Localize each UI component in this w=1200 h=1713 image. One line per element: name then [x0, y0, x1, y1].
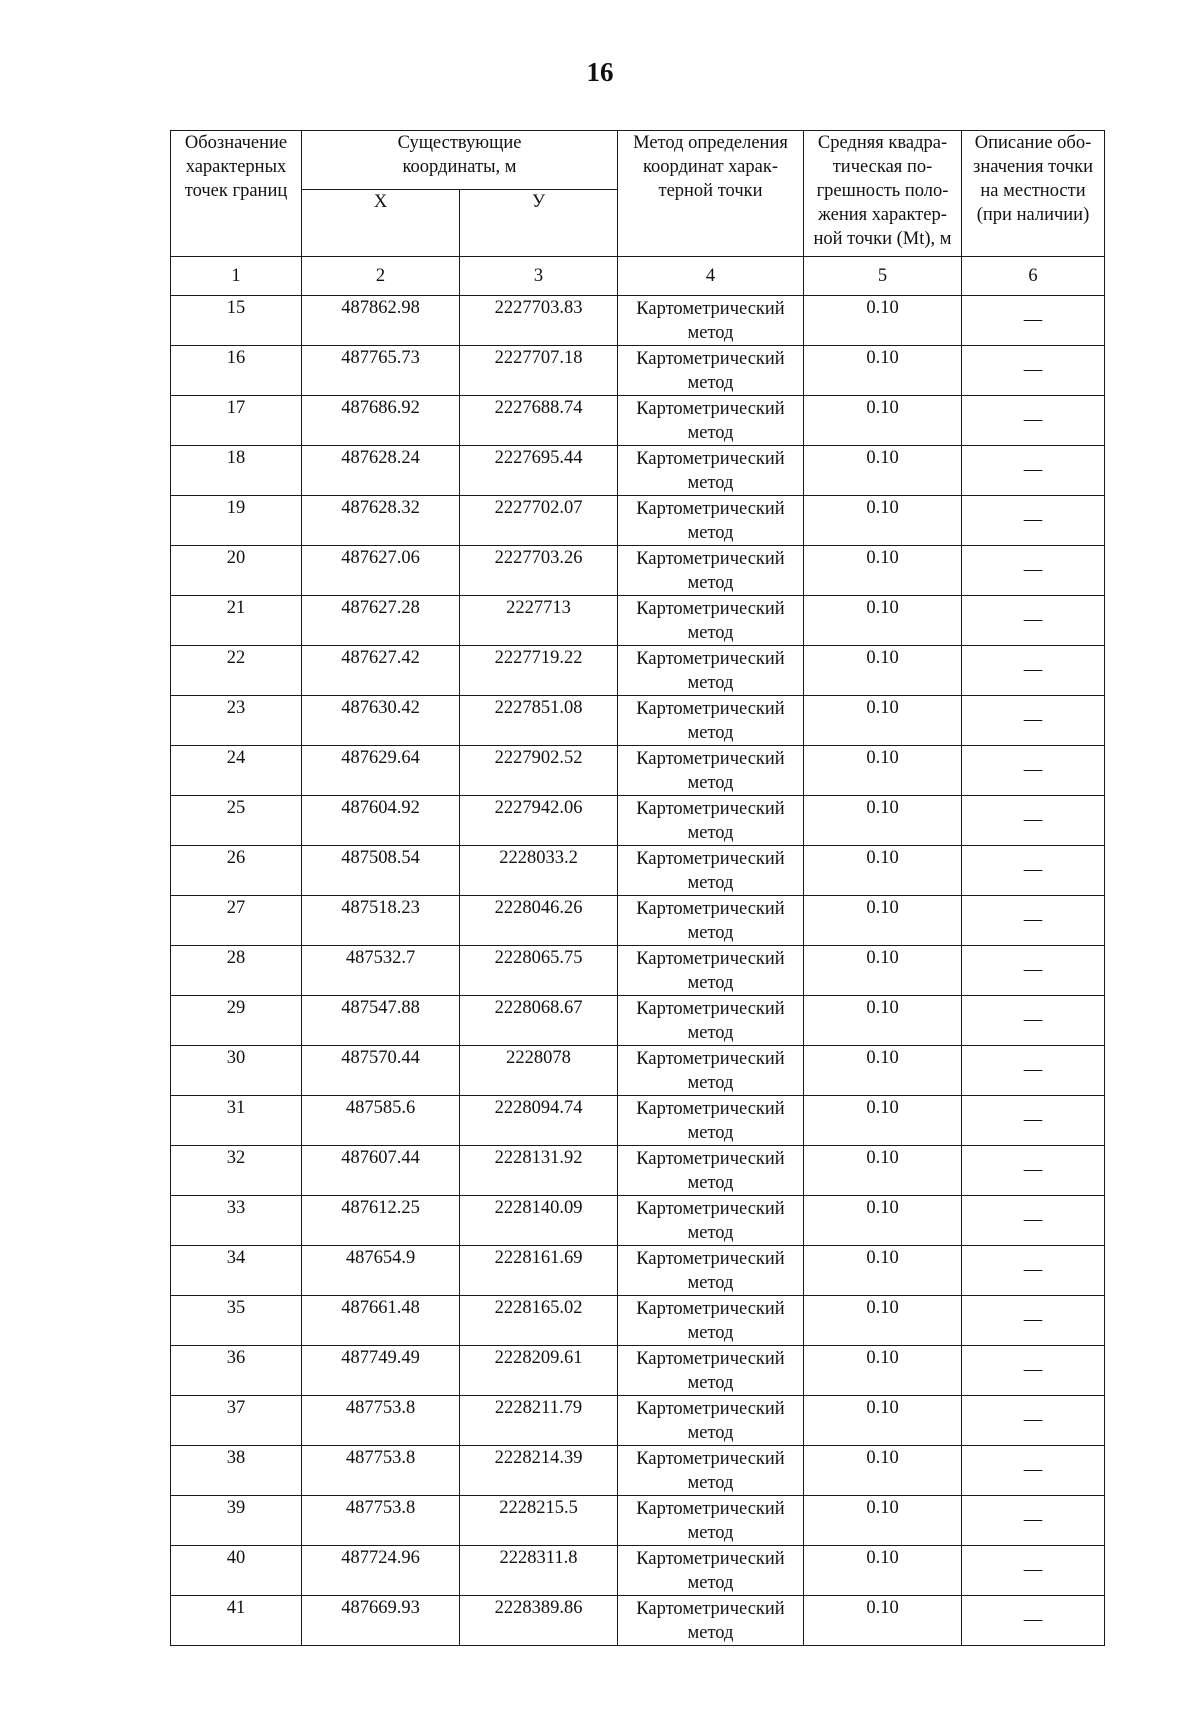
description-cell: —: [962, 1596, 1105, 1646]
x-cell: 487627.28: [302, 596, 460, 646]
x-cell: 487585.6: [302, 1096, 460, 1146]
error-cell: 0.10: [804, 396, 962, 446]
error-cell: 0.10: [804, 346, 962, 396]
description-cell: —: [962, 596, 1105, 646]
method-cell: Картометрический метод: [618, 996, 804, 1046]
header-method: Метод определения координат харак- терной точки: [618, 131, 804, 257]
error-cell: 0.10: [804, 896, 962, 946]
method-cell: Картометрический метод: [618, 1246, 804, 1296]
method-cell: Картометрический метод: [618, 696, 804, 746]
error-cell: 0.10: [804, 1246, 962, 1296]
y-cell: 2227942.06: [460, 796, 618, 846]
x-cell: 487628.24: [302, 446, 460, 496]
method-cell: Картометрический метод: [618, 396, 804, 446]
method-cell: Картометрический метод: [618, 946, 804, 996]
table-row: [171, 746, 1105, 796]
table-row: [171, 1346, 1105, 1396]
error-cell: 0.10: [804, 1596, 962, 1646]
y-cell: 2228068.67: [460, 996, 618, 1046]
description-cell: —: [962, 696, 1105, 746]
error-cell: 0.10: [804, 596, 962, 646]
point-cell: 27: [171, 896, 302, 946]
error-cell: 0.10: [804, 446, 962, 496]
y-cell: 2227703.26: [460, 546, 618, 596]
table-row: [171, 1446, 1105, 1496]
x-cell: 487628.32: [302, 496, 460, 546]
table-row: [171, 1496, 1105, 1546]
x-cell: 487654.9: [302, 1246, 460, 1296]
y-cell: 2227703.83: [460, 296, 618, 346]
point-cell: 33: [171, 1196, 302, 1246]
y-cell: 2227702.07: [460, 496, 618, 546]
method-cell: Картометрический метод: [618, 496, 804, 546]
error-cell: 0.10: [804, 1046, 962, 1096]
x-cell: 487604.92: [302, 796, 460, 846]
point-cell: 24: [171, 746, 302, 796]
description-cell: —: [962, 1246, 1105, 1296]
method-cell: Картометрический метод: [618, 296, 804, 346]
description-cell: —: [962, 1496, 1105, 1546]
x-cell: 487627.42: [302, 646, 460, 696]
y-cell: 2228215.5: [460, 1496, 618, 1546]
method-cell: Картометрический метод: [618, 646, 804, 696]
point-cell: 31: [171, 1096, 302, 1146]
x-cell: 487630.42: [302, 696, 460, 746]
method-cell: Картометрический метод: [618, 1046, 804, 1096]
y-cell: 2228140.09: [460, 1196, 618, 1246]
description-cell: —: [962, 1396, 1105, 1446]
point-cell: 22: [171, 646, 302, 696]
method-cell: Картометрический метод: [618, 1546, 804, 1596]
error-cell: 0.10: [804, 1346, 962, 1396]
method-cell: Картометрический метод: [618, 1496, 804, 1546]
y-cell: 2228094.74: [460, 1096, 618, 1146]
y-cell: 2227695.44: [460, 446, 618, 496]
x-cell: 487518.23: [302, 896, 460, 946]
description-cell: —: [962, 996, 1105, 1046]
table-row: [171, 1296, 1105, 1346]
point-cell: 34: [171, 1246, 302, 1296]
method-cell: Картометрический метод: [618, 1596, 804, 1646]
description-cell: —: [962, 1546, 1105, 1596]
point-cell: 38: [171, 1446, 302, 1496]
x-cell: 487724.96: [302, 1546, 460, 1596]
description-cell: —: [962, 1146, 1105, 1196]
header-coordinates: Существующие координаты, м: [302, 131, 618, 190]
method-cell: Картометрический метод: [618, 846, 804, 896]
y-cell: 2228046.26: [460, 896, 618, 946]
point-cell: 28: [171, 946, 302, 996]
x-cell: 487765.73: [302, 346, 460, 396]
error-cell: 0.10: [804, 1296, 962, 1346]
error-cell: 0.10: [804, 646, 962, 696]
point-cell: 30: [171, 1046, 302, 1096]
x-cell: 487753.8: [302, 1396, 460, 1446]
table-row: [171, 596, 1105, 646]
table-row: [171, 646, 1105, 696]
description-cell: —: [962, 846, 1105, 896]
coordinates-table: [170, 130, 1105, 1646]
x-cell: 487753.8: [302, 1496, 460, 1546]
table-row: [171, 396, 1105, 446]
y-cell: 2228214.39: [460, 1446, 618, 1496]
point-cell: 39: [171, 1496, 302, 1546]
table-row: [171, 1146, 1105, 1196]
table-row: [171, 996, 1105, 1046]
table-body: [171, 296, 1105, 1646]
method-cell: Картометрический метод: [618, 796, 804, 846]
table-row: [171, 1396, 1105, 1446]
point-cell: 15: [171, 296, 302, 346]
error-cell: 0.10: [804, 1196, 962, 1246]
column-number: 6: [962, 257, 1105, 296]
description-cell: —: [962, 796, 1105, 846]
y-cell: 2228131.92: [460, 1146, 618, 1196]
description-cell: —: [962, 296, 1105, 346]
point-cell: 17: [171, 396, 302, 446]
description-cell: —: [962, 896, 1105, 946]
y-cell: 2227688.74: [460, 396, 618, 446]
y-cell: 2228078: [460, 1046, 618, 1096]
y-cell: 2228065.75: [460, 946, 618, 996]
table-row: [171, 1046, 1105, 1096]
x-cell: 487749.49: [302, 1346, 460, 1396]
error-cell: 0.10: [804, 796, 962, 846]
x-cell: 487547.88: [302, 996, 460, 1046]
page-number: 16: [586, 57, 614, 87]
error-cell: 0.10: [804, 1546, 962, 1596]
table-row: [171, 1196, 1105, 1246]
description-cell: —: [962, 1196, 1105, 1246]
point-cell: 19: [171, 496, 302, 546]
point-cell: 41: [171, 1596, 302, 1646]
table-row: [171, 846, 1105, 896]
column-number: 2: [302, 257, 460, 296]
y-cell: 2228389.86: [460, 1596, 618, 1646]
column-number: 1: [171, 257, 302, 296]
method-cell: Картометрический метод: [618, 1146, 804, 1196]
method-cell: Картометрический метод: [618, 746, 804, 796]
description-cell: —: [962, 546, 1105, 596]
table-row: [171, 796, 1105, 846]
y-cell: 2228211.79: [460, 1396, 618, 1446]
y-cell: 2228161.69: [460, 1246, 618, 1296]
point-cell: 37: [171, 1396, 302, 1446]
x-cell: 487669.93: [302, 1596, 460, 1646]
table-row: [171, 296, 1105, 346]
error-cell: 0.10: [804, 846, 962, 896]
x-cell: 487629.64: [302, 746, 460, 796]
point-cell: 36: [171, 1346, 302, 1396]
point-cell: 32: [171, 1146, 302, 1196]
point-cell: 35: [171, 1296, 302, 1346]
method-cell: Картометрический метод: [618, 596, 804, 646]
method-cell: Картометрический метод: [618, 1196, 804, 1246]
x-cell: 487570.44: [302, 1046, 460, 1096]
description-cell: —: [962, 446, 1105, 496]
table-row: [171, 896, 1105, 946]
x-cell: 487627.06: [302, 546, 460, 596]
y-cell: 2227902.52: [460, 746, 618, 796]
point-cell: 16: [171, 346, 302, 396]
column-number: 5: [804, 257, 962, 296]
y-cell: 2227851.08: [460, 696, 618, 746]
header-point: Обозначение характерных точек границ: [171, 131, 302, 257]
table-row: [171, 1246, 1105, 1296]
error-cell: 0.10: [804, 746, 962, 796]
table-row: [171, 496, 1105, 546]
method-cell: Картометрический метод: [618, 346, 804, 396]
point-cell: 25: [171, 796, 302, 846]
description-cell: —: [962, 1346, 1105, 1396]
y-cell: 2228311.8: [460, 1546, 618, 1596]
table-row: [171, 1546, 1105, 1596]
x-cell: 487532.7: [302, 946, 460, 996]
table-row: [171, 1096, 1105, 1146]
description-cell: —: [962, 1096, 1105, 1146]
error-cell: 0.10: [804, 946, 962, 996]
point-cell: 21: [171, 596, 302, 646]
y-cell: 2228209.61: [460, 1346, 618, 1396]
error-cell: 0.10: [804, 1496, 962, 1546]
error-cell: 0.10: [804, 1396, 962, 1446]
error-cell: 0.10: [804, 546, 962, 596]
table-row: [171, 446, 1105, 496]
table-row: [171, 1596, 1105, 1646]
error-cell: 0.10: [804, 496, 962, 546]
description-cell: —: [962, 946, 1105, 996]
y-cell: 2228033.2: [460, 846, 618, 896]
description-cell: —: [962, 1446, 1105, 1496]
description-cell: —: [962, 1046, 1105, 1096]
method-cell: Картометрический метод: [618, 1096, 804, 1146]
error-cell: 0.10: [804, 296, 962, 346]
method-cell: Картометрический метод: [618, 1446, 804, 1496]
column-numbers-row: [171, 257, 1105, 296]
error-cell: 0.10: [804, 996, 962, 1046]
method-cell: Картометрический метод: [618, 546, 804, 596]
error-cell: 0.10: [804, 696, 962, 746]
description-cell: —: [962, 346, 1105, 396]
method-cell: Картометрический метод: [618, 1346, 804, 1396]
description-cell: —: [962, 646, 1105, 696]
table-row: [171, 546, 1105, 596]
method-cell: Картометрический метод: [618, 1396, 804, 1446]
x-cell: 487862.98: [302, 296, 460, 346]
table-row: [171, 696, 1105, 746]
error-cell: 0.10: [804, 1446, 962, 1496]
header-x: X: [302, 190, 460, 257]
description-cell: —: [962, 746, 1105, 796]
point-cell: 20: [171, 546, 302, 596]
x-cell: 487612.25: [302, 1196, 460, 1246]
header-description: Описание обо- значения точки на местности (при наличии): [962, 131, 1105, 257]
column-number: 3: [460, 257, 618, 296]
point-cell: 18: [171, 446, 302, 496]
method-cell: Картометрический метод: [618, 446, 804, 496]
description-cell: —: [962, 496, 1105, 546]
x-cell: 487607.44: [302, 1146, 460, 1196]
x-cell: 487508.54: [302, 846, 460, 896]
y-cell: 2227713: [460, 596, 618, 646]
x-cell: 487661.48: [302, 1296, 460, 1346]
y-cell: 2228165.02: [460, 1296, 618, 1346]
point-cell: 29: [171, 996, 302, 1046]
header-y: У: [460, 190, 618, 257]
description-cell: —: [962, 1296, 1105, 1346]
method-cell: Картометрический метод: [618, 1296, 804, 1346]
point-cell: 40: [171, 1546, 302, 1596]
x-cell: 487753.8: [302, 1446, 460, 1496]
column-number: 4: [618, 257, 804, 296]
header-error: Средняя квадра- тическая по- грешность поло- жения характер- ной точки (Mt), м: [804, 131, 962, 257]
x-cell: 487686.92: [302, 396, 460, 446]
method-cell: Картометрический метод: [618, 896, 804, 946]
description-cell: —: [962, 396, 1105, 446]
error-cell: 0.10: [804, 1096, 962, 1146]
table-row: [171, 346, 1105, 396]
point-cell: 26: [171, 846, 302, 896]
point-cell: 23: [171, 696, 302, 746]
table-row: [171, 946, 1105, 996]
y-cell: 2227707.18: [460, 346, 618, 396]
error-cell: 0.10: [804, 1146, 962, 1196]
y-cell: 2227719.22: [460, 646, 618, 696]
